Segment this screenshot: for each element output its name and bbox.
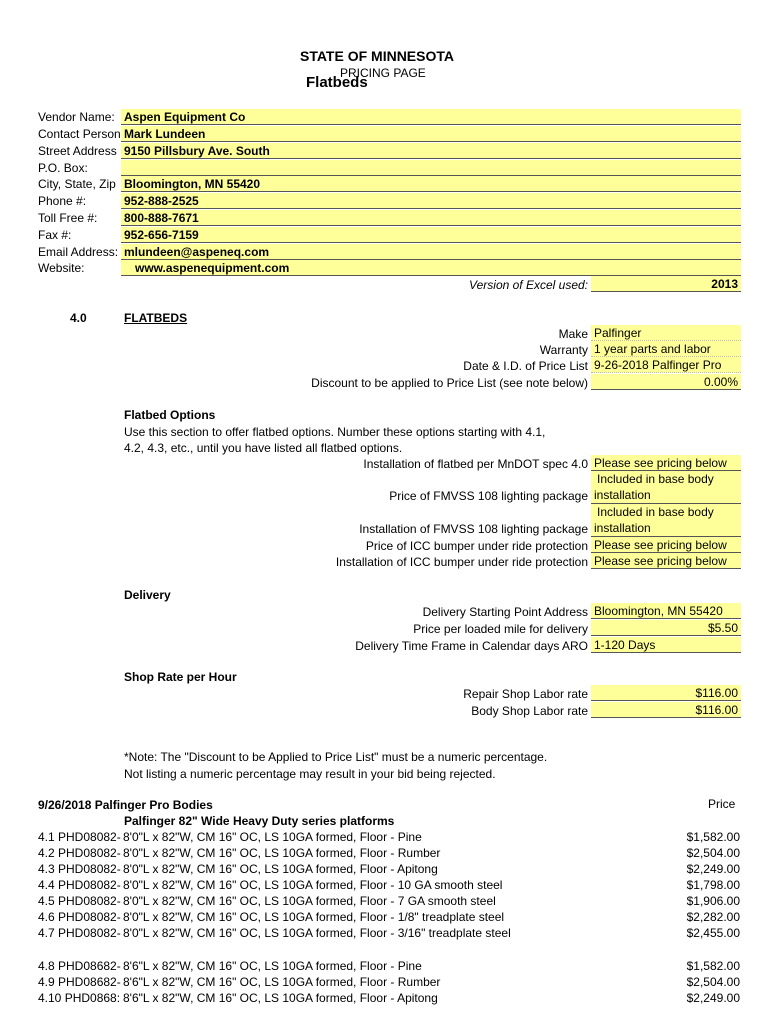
options-desc-1: Use this section to offer flatbed options. Number these options starting with 4.1, — [124, 425, 546, 439]
phone-field[interactable]: 952-888-2525 — [121, 193, 741, 209]
install-flatbed-field[interactable]: Please see pricing below — [591, 455, 741, 471]
city-state-zip-label: City, State, Zip — [38, 177, 116, 191]
item-code: 4.3 PHD08082- — [38, 862, 121, 876]
delivery-time-field[interactable]: 1-120 Days — [591, 637, 741, 653]
item-price: $2,282.00 — [686, 910, 740, 924]
options-desc-2: 4.2, 4.3, etc., until you have listed all flatbed options. — [124, 441, 403, 455]
icc-install-label: Installation of ICC bumper under ride protection — [335, 555, 588, 569]
warranty-label: Warranty — [539, 343, 588, 357]
toll-free-field[interactable]: 800-888-7671 — [121, 210, 741, 226]
item-price: $1,798.00 — [686, 878, 740, 892]
item-price: $2,455.00 — [686, 926, 740, 940]
lighting-install-field[interactable] — [591, 504, 741, 537]
icc-price-field[interactable]: Please see pricing below — [591, 537, 741, 553]
pricing-page-label: PRICING PAGE — [340, 66, 426, 80]
item-price: $2,504.00 — [686, 846, 740, 860]
excel-version-field[interactable]: 2013 — [591, 276, 741, 292]
delivery-start-field[interactable]: Bloomington, MN 55420 — [591, 603, 741, 619]
install-flatbed-label: Installation of flatbed per MnDOT spec 4.0 — [363, 457, 588, 471]
item-description: 8'0"L x 82"W, CM 16" OC, LS 10GA formed, Floor - Pine — [123, 830, 422, 844]
item-description: 8'0"L x 82"W, CM 16" OC, LS 10GA formed, Floor - Rumber — [123, 846, 441, 860]
email-label: Email Address: — [38, 245, 119, 259]
item-code: 4.9 PHD08682- — [38, 975, 121, 989]
repair-rate-label: Repair Shop Labor rate — [463, 687, 588, 701]
item-code: 4.6 PHD08082- — [38, 910, 121, 924]
street-address-label: Street Address — [38, 144, 117, 158]
item-price: $1,906.00 — [686, 894, 740, 908]
item-code: 4.5 PHD08082- — [38, 894, 121, 908]
item-code: 4.7 PHD08082- — [38, 926, 121, 940]
website-label: Website: — [38, 261, 85, 275]
phone-label: Phone #: — [38, 194, 87, 208]
item-code: 4.8 PHD08682- — [38, 959, 121, 973]
excel-version-label: Version of Excel used: — [469, 278, 588, 292]
delivery-mile-field[interactable]: $5.50 — [591, 620, 741, 636]
website-field[interactable]: www.aspenequipment.com — [121, 260, 741, 276]
lighting-install-line2: installation — [594, 521, 651, 535]
delivery-start-label: Delivery Starting Point Address — [422, 605, 588, 619]
city-state-zip-field[interactable]: Bloomington, MN 55420 — [121, 176, 741, 192]
item-code: 4.10 PHD0868: — [38, 991, 121, 1005]
lighting-price-line2: installation — [594, 488, 651, 502]
email-field[interactable]: mlundeen@aspeneq.com — [121, 244, 741, 260]
repair-rate-field[interactable]: $116.00 — [591, 685, 741, 701]
item-description: 8'6"L x 82"W, CM 16" OC, LS 10GA formed, Floor - Rumber — [123, 975, 441, 989]
item-description: 8'6"L x 82"W, CM 16" OC, LS 10GA formed, Floor - Apitong — [123, 991, 438, 1005]
discount-field[interactable]: 0.00% — [591, 374, 741, 390]
make-label: Make — [558, 327, 588, 341]
item-description: 8'0"L x 82"W, CM 16" OC, LS 10GA formed, Floor - Apitong — [123, 862, 438, 876]
item-code: 4.2 PHD08082- — [38, 846, 121, 860]
warranty-field[interactable]: 1 year parts and labor — [591, 341, 741, 357]
item-code: 4.1 PHD08082- — [38, 830, 121, 844]
options-title: Flatbed Options — [124, 408, 216, 422]
item-description: 8'0"L x 82"W, CM 16" OC, LS 10GA formed, Floor - 1/8" treadplate steel — [123, 910, 505, 924]
lighting-price-field[interactable] — [591, 471, 741, 504]
lighting-install-line1: Included in base body — [597, 505, 714, 519]
price-list-id-label: Date & I.D. of Price List — [463, 359, 588, 373]
body-rate-field[interactable]: $116.00 — [591, 702, 741, 718]
contact-person-field[interactable]: Mark Lundeen — [121, 126, 741, 142]
item-code: 4.4 PHD08082- — [38, 878, 121, 892]
delivery-mile-label: Price per loaded mile for delivery — [413, 622, 588, 636]
section-number: 4.0 — [70, 311, 87, 325]
note-line-2: Not listing a numeric percentage may result in your bid being rejected. — [124, 767, 496, 781]
po-box-field[interactable] — [121, 160, 741, 176]
lighting-price-line1: Included in base body — [597, 472, 714, 486]
vendor-name-label: Vendor Name: — [38, 110, 115, 124]
item-description: 8'0"L x 82"W, CM 16" OC, LS 10GA formed, Floor - 7 GA smooth steel — [123, 894, 496, 908]
item-description: 8'6"L x 82"W, CM 16" OC, LS 10GA formed, Floor - Pine — [123, 959, 422, 973]
po-box-label: P.O. Box: — [38, 161, 88, 175]
item-price: $2,249.00 — [686, 862, 740, 876]
fax-field[interactable]: 952-656-7159 — [121, 227, 741, 243]
item-price: $1,582.00 — [686, 959, 740, 973]
shop-rate-title: Shop Rate per Hour — [124, 670, 237, 684]
item-description: 8'0"L x 82"W, CM 16" OC, LS 10GA formed, Floor - 10 GA smooth steel — [123, 878, 503, 892]
delivery-title: Delivery — [124, 588, 171, 602]
delivery-time-label: Delivery Time Frame in Calendar days ARO — [355, 639, 588, 653]
item-description: 8'0"L x 82"W, CM 16" OC, LS 10GA formed, Floor - 3/16" treadplate steel — [123, 926, 511, 940]
item-price: $2,249.00 — [686, 991, 740, 1005]
section-title: FLATBEDS — [124, 311, 188, 325]
make-field[interactable]: Palfinger — [591, 325, 741, 341]
fax-label: Fax #: — [38, 228, 72, 242]
category-title: Flatbeds — [306, 74, 368, 91]
street-address-field[interactable]: 9150 Pillsbury Ave. South — [121, 143, 741, 159]
discount-label: Discount to be applied to Price List (see note below) — [311, 376, 588, 390]
price-list-subheading: Palfinger 82" Wide Heavy Duty series platforms — [124, 814, 395, 828]
price-list-heading: 9/26/2018 Palfinger Pro Bodies — [38, 798, 213, 812]
icc-price-label: Price of ICC bumper under ride protection — [365, 539, 588, 553]
lighting-price-label: Price of FMVSS 108 lighting package — [389, 489, 588, 503]
lighting-install-label: Installation of FMVSS 108 lighting package — [359, 522, 588, 536]
price-list-id-field[interactable]: 9-26-2018 Palfinger Pro — [591, 357, 741, 373]
note-line-1: *Note: The "Discount to be Applied to Price List" must be a numeric percentage. — [124, 750, 548, 764]
state-title: STATE OF MINNESOTA — [300, 48, 454, 64]
item-price: $2,504.00 — [686, 975, 740, 989]
toll-free-label: Toll Free #: — [38, 211, 98, 225]
contact-person-label: Contact Person — [38, 127, 121, 141]
vendor-name-field[interactable]: Aspen Equipment Co — [121, 109, 741, 125]
price-column-header: Price — [708, 797, 736, 811]
icc-install-field[interactable]: Please see pricing below — [591, 553, 741, 569]
item-price: $1,582.00 — [686, 830, 740, 844]
body-rate-label: Body Shop Labor rate — [471, 704, 588, 718]
